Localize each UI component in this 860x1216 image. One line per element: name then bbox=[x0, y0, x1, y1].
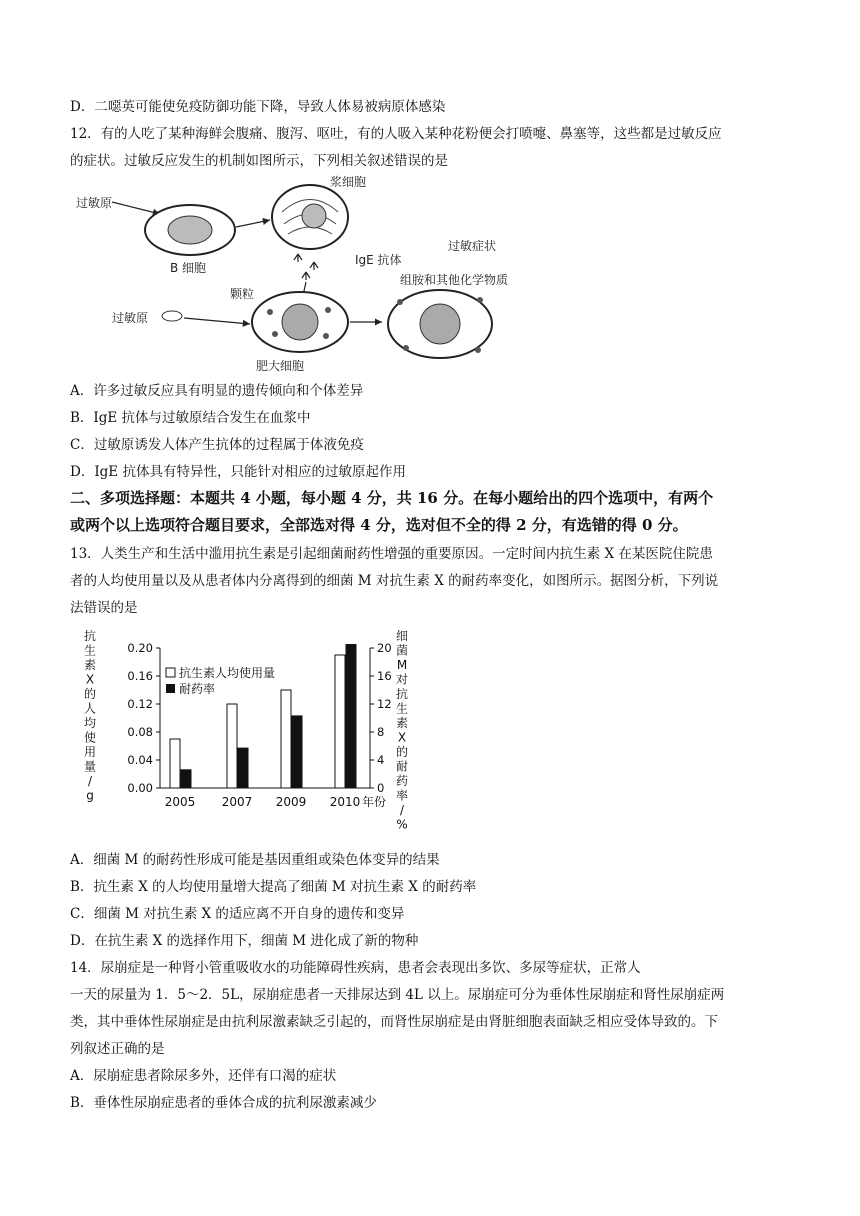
right-tick-label: 20 bbox=[377, 641, 392, 655]
x-tick-label-2009: 2009 bbox=[275, 795, 307, 809]
left-axis-label bbox=[84, 628, 96, 803]
antibiotic-resistance-chart bbox=[80, 628, 430, 838]
label-allergen-bottom: 过敏原 bbox=[112, 311, 149, 325]
q14-option-a: A．尿崩症患者除尿多外，还伴有口渴的症状 bbox=[70, 1068, 337, 1084]
legend-swatch-resistance bbox=[166, 684, 175, 693]
label-allergen-top: 过敏原 bbox=[76, 196, 113, 210]
q12-option-a: A．许多过敏反应具有明显的遗传倾向和个体差异 bbox=[70, 383, 364, 399]
label-granule: 颗粒 bbox=[230, 287, 255, 301]
x-tick-label-2005: 2005 bbox=[164, 795, 196, 809]
right-tick-label: 4 bbox=[377, 753, 385, 767]
bar-resistance-2010 bbox=[346, 645, 356, 789]
label-b-cell: B 细胞 bbox=[170, 261, 207, 275]
bar-usage-2010 bbox=[335, 655, 345, 788]
right-axis-label-text: 细菌 M 对抗生素 X 的耐药率/ % bbox=[395, 629, 409, 832]
section2-heading-line-2: 或两个以上选项符合题目要求，全部选对得 4 分，选对但不全的得 2 分，有选错的得 0 分。 bbox=[70, 516, 688, 534]
q14-stem-line-3: 类，其中垂体性尿崩症是由抗利尿激素缺乏引起的，而肾性尿崩症是由肾脏细胞表面缺乏相应受体导致的。下 bbox=[70, 1014, 718, 1030]
q13-option-c: C．细菌 M 对抗生素 X 的适应离不开自身的遗传和变异 bbox=[70, 906, 405, 922]
activated-mast-cell bbox=[388, 290, 492, 358]
mast-cell bbox=[252, 292, 348, 352]
section2-heading-line-1: 二、多项选择题：本题共 4 小题，每小题 4 分，共 16 分。在每小题给出的四个选项中，有两个 bbox=[70, 489, 714, 507]
label-symptom: 过敏症状 bbox=[448, 239, 497, 253]
x-axis-label: 年份 bbox=[362, 795, 387, 809]
label-plasma-cell: 浆细胞 bbox=[330, 175, 367, 189]
q12-stem-line-2: 的症状。过敏反应发生的机制如图所示，下列相关叙述错误的是 bbox=[70, 153, 448, 169]
bar-resistance-2007 bbox=[238, 748, 248, 788]
q14-stem-line-2: 一天的尿量为 1．5～2．5L，尿崩症患者一天排尿达到 4L 以上。尿崩症可分为垂体性尿崩症和肾性尿崩症两 bbox=[70, 987, 725, 1003]
q11-option-d: D．二噁英可能使免疫防御功能下降，导致人体易被病原体感染 bbox=[70, 99, 446, 115]
right-tick-label: 16 bbox=[377, 669, 392, 683]
label-mast-cell: 肥大细胞 bbox=[256, 359, 305, 373]
q12-option-b: B．IgE 抗体与过敏原结合发生在血浆中 bbox=[70, 410, 311, 426]
legend-swatch-usage bbox=[166, 668, 175, 677]
q12-option-c: C．过敏原诱发人体产生抗体的过程属于体液免疫 bbox=[70, 437, 364, 453]
left-tick-label: 0.04 bbox=[127, 753, 153, 767]
x-tick-label-2007: 2007 bbox=[221, 795, 253, 809]
label-ige: IgE 抗体 bbox=[355, 253, 402, 267]
right-tick-label: 8 bbox=[377, 725, 385, 739]
bar-usage-2009 bbox=[281, 690, 291, 788]
q13-option-b: B．抗生素 X 的人均使用量增大提高了细菌 M 对抗生素 X 的耐药率 bbox=[70, 879, 477, 895]
bar-resistance-2009 bbox=[292, 716, 302, 788]
q14-option-b: B．垂体性尿崩症患者的垂体合成的抗利尿激素减少 bbox=[70, 1095, 377, 1111]
x-tick-label-2010: 2010 bbox=[329, 795, 361, 809]
legend-label-usage: 抗生素人均使用量 bbox=[179, 666, 276, 680]
q14-stem-line-1: 14．尿崩症是一种肾小管重吸收水的功能障碍性疾病，患者会表现出多饮、多尿等症状，正常人 bbox=[70, 960, 641, 976]
q13-stem-line-1: 13．人类生产和生活中滥用抗生素是引起细菌耐药性增强的重要原因。一定时间内抗生素 X 在某医院住院患 bbox=[70, 546, 713, 562]
bar-resistance-2005 bbox=[181, 770, 191, 788]
label-histamine: 组胺和其他化学物质 bbox=[400, 273, 509, 287]
q13-option-d: D．在抗生素 X 的选择作用下，细菌 M 进化成了新的物种 bbox=[70, 933, 419, 949]
q14-stem-line-4: 列叙述正确的是 bbox=[70, 1041, 165, 1057]
bar-usage-2005 bbox=[170, 739, 180, 788]
allergy-mechanism-diagram bbox=[70, 172, 530, 377]
q13-option-a: A．细菌 M 的耐药性形成可能是基因重组或染色体变异的结果 bbox=[70, 852, 440, 868]
left-tick-label: 0.12 bbox=[127, 697, 153, 711]
left-axis-label-text: 抗生素 X 的人均使用量/ g bbox=[83, 629, 97, 803]
left-tick-label: 0.16 bbox=[127, 669, 153, 683]
left-tick-label: 0.20 bbox=[127, 641, 153, 655]
q13-stem-line-3: 法错误的是 bbox=[70, 600, 138, 616]
plasma-cell bbox=[272, 185, 348, 249]
b-cell bbox=[145, 205, 235, 255]
left-tick-label: 0.08 bbox=[127, 725, 153, 739]
legend-label-resistance: 耐药率 bbox=[179, 682, 216, 696]
right-tick-label: 12 bbox=[377, 697, 392, 711]
q12-option-d: D．IgE 抗体具有特异性，只能针对相应的过敏原起作用 bbox=[70, 464, 406, 480]
q12-stem-line-1: 12．有的人吃了某种海鲜会腹痛、腹泻、呕吐，有的人吸入某种花粉便会打喷嚏、鼻塞等，这些都是过敏反应 bbox=[70, 126, 722, 142]
q13-stem-line-2: 者的人均使用量以及从患者体内分离得到的细菌 M 对抗生素 X 的耐药率变化，如图所示。据图分析，下列说 bbox=[70, 573, 719, 589]
right-axis-label bbox=[396, 629, 408, 832]
bar-usage-2007 bbox=[227, 704, 237, 788]
left-tick-label: 0.00 bbox=[127, 781, 153, 795]
right-tick-label: 0 bbox=[377, 781, 385, 795]
